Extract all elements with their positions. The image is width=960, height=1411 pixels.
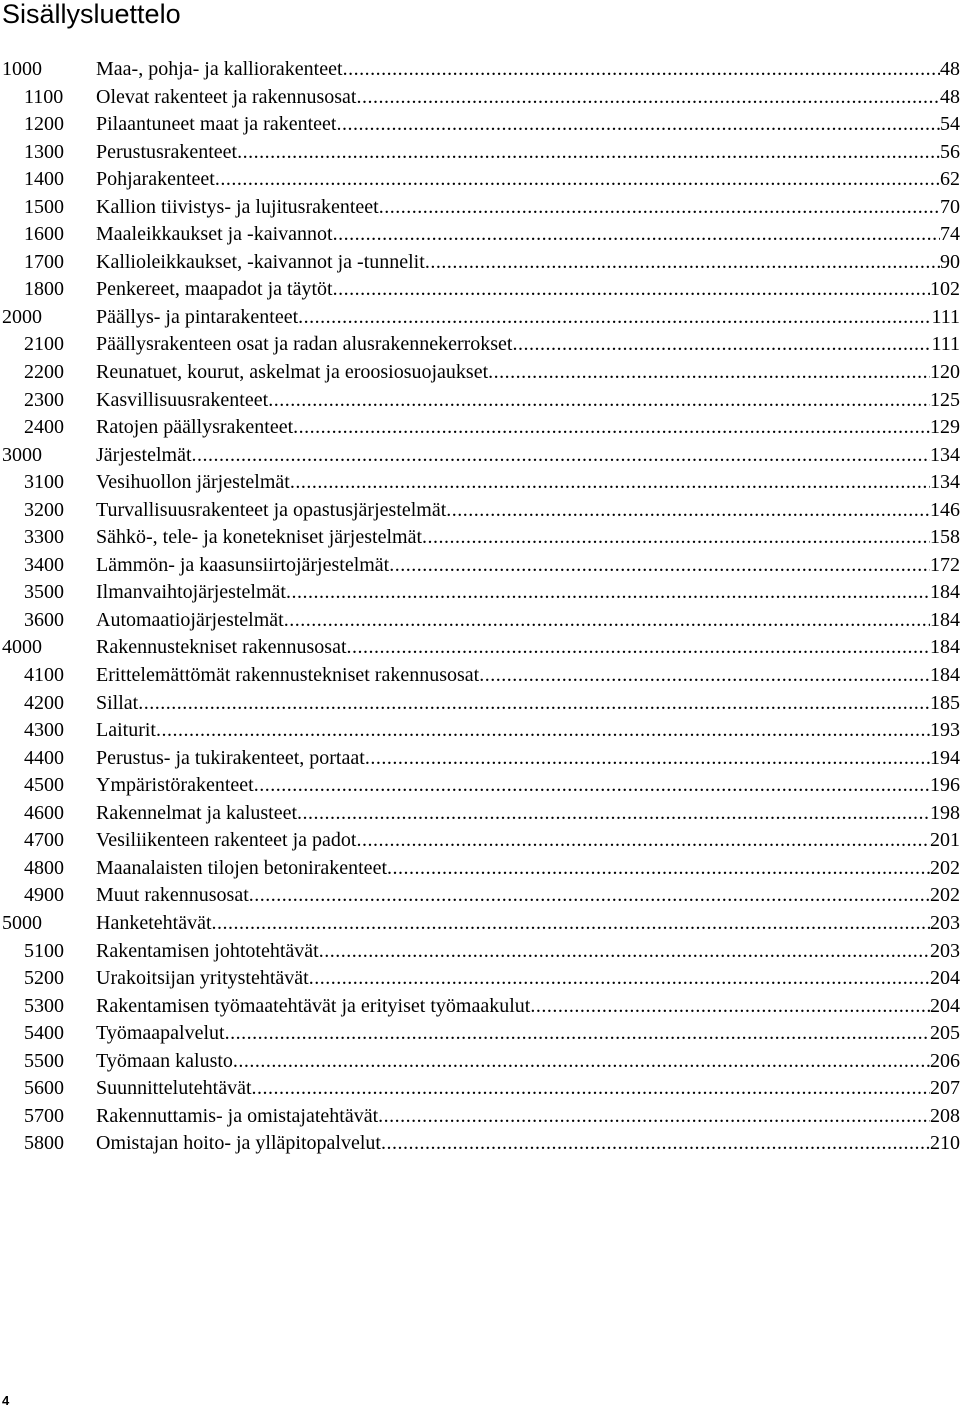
toc-entry-page: 202	[930, 856, 960, 879]
toc-entry-title: Ratojen päällysrakenteet	[96, 416, 294, 439]
toc-entry[interactable]	[0, 276, 960, 304]
toc-entry[interactable]	[0, 662, 960, 690]
dot-leader	[290, 469, 930, 497]
toc-entry-page: 207	[930, 1077, 960, 1100]
toc-entry-page: 206	[930, 1049, 960, 1072]
toc-entry-title: Kallioleikkaukset, -kaivannot ja -tunnelit	[96, 250, 425, 273]
toc-entry-page: 74	[940, 223, 960, 246]
toc-entry-code: 3000	[2, 443, 42, 466]
toc-entry[interactable]	[0, 221, 960, 249]
toc-entry-code: 5600	[24, 1077, 64, 1100]
toc-entry-title: Sillat	[96, 691, 139, 714]
toc-entry-title: Olevat rakenteet ja rakennusosat	[96, 85, 357, 108]
toc-entry-page: 48	[940, 58, 960, 80]
toc-entry-title: Rakennuttamis- ja omistajatehtävät	[96, 1104, 379, 1127]
toc-entry-code: 3400	[24, 553, 64, 576]
toc-entry-page: 184	[930, 608, 960, 631]
dot-leader	[379, 194, 940, 222]
dot-leader	[156, 717, 930, 745]
toc-entry[interactable]	[0, 111, 960, 139]
toc-entry[interactable]	[0, 249, 960, 277]
toc-entry[interactable]	[0, 194, 960, 222]
toc-entry[interactable]	[0, 579, 960, 607]
toc-entry[interactable]	[0, 1020, 960, 1048]
toc-entry[interactable]	[0, 1048, 960, 1076]
toc-entry-title: Rakennustekniset rakennusosat	[96, 636, 347, 659]
toc-entry-code: 5400	[24, 1022, 64, 1045]
toc-entry-title: Sähkö-, tele- ja konetekniset järjestelmät	[96, 526, 422, 549]
toc-entry-title: Maaleikkaukset ja -kaivannot	[96, 223, 333, 246]
dot-leader	[343, 56, 940, 84]
toc-entry[interactable]	[0, 497, 960, 525]
toc-entry-title: Työmaapalvelut	[96, 1022, 225, 1045]
dot-leader	[333, 221, 940, 249]
toc-entry-page: 102	[930, 278, 960, 301]
dot-leader	[237, 139, 940, 167]
toc-entry-code: 1300	[24, 140, 64, 163]
toc-entry-code: 1200	[24, 113, 64, 136]
table-of-contents	[0, 56, 960, 1158]
toc-entry-title: Rakennelmat ja kalusteet	[96, 801, 298, 824]
toc-entry[interactable]	[0, 882, 960, 910]
toc-entry[interactable]	[0, 84, 960, 112]
toc-entry-page: 185	[930, 691, 960, 714]
dot-leader	[249, 882, 930, 910]
dot-leader	[212, 910, 931, 938]
toc-entry-title: Reunatuet, kourut, askelmat ja eroosiosuojaukset	[96, 361, 489, 384]
toc-entry-title: Laiturit	[96, 719, 156, 742]
toc-entry-code: 5200	[24, 967, 64, 990]
dot-leader	[284, 607, 930, 635]
toc-entry[interactable]	[0, 800, 960, 828]
dot-leader	[389, 552, 930, 580]
toc-entry-title: Järjestelmät	[96, 443, 192, 466]
dot-leader	[254, 772, 930, 800]
dot-leader	[488, 359, 930, 387]
toc-entry-title: Rakentamisen johtotehtävät	[96, 939, 319, 962]
dot-leader	[252, 1075, 930, 1103]
toc-entry-code: 1400	[24, 168, 64, 191]
toc-entry-code: 3300	[24, 526, 64, 549]
toc-entry-page: 208	[930, 1104, 960, 1127]
toc-entry-code: 5100	[24, 939, 64, 962]
toc-entry-page: 70	[940, 195, 960, 218]
toc-entry-page: 204	[930, 994, 960, 1017]
toc-entry[interactable]	[0, 442, 960, 470]
toc-entry[interactable]	[0, 910, 960, 938]
toc-entry[interactable]	[0, 965, 960, 993]
toc-entry-title: Lämmön- ja kaasunsiirtojärjestelmät	[96, 553, 390, 576]
toc-entry-code: 4800	[24, 856, 64, 879]
toc-entry[interactable]	[0, 827, 960, 855]
toc-entry-code: 4100	[24, 664, 64, 687]
toc-entry-code: 2000	[2, 305, 42, 328]
toc-entry[interactable]	[0, 359, 960, 387]
toc-entry[interactable]	[0, 304, 960, 332]
toc-entry-title: Omistajan hoito- ja ylläpitopalvelut	[96, 1132, 381, 1155]
toc-entry[interactable]	[0, 387, 960, 415]
toc-entry[interactable]	[0, 634, 960, 662]
toc-entry[interactable]	[0, 690, 960, 718]
toc-entry-page: 62	[940, 168, 960, 191]
dot-leader	[319, 938, 930, 966]
toc-entry-code: 5500	[24, 1049, 64, 1072]
toc-entry-code: 4000	[2, 636, 42, 659]
toc-entry-title: Päällys- ja pintarakenteet	[96, 305, 299, 328]
dot-leader	[530, 993, 930, 1021]
toc-entry-code: 3500	[24, 581, 64, 604]
dot-leader	[356, 84, 940, 112]
toc-entry-code: 4600	[24, 801, 64, 824]
toc-entry-page: 125	[930, 388, 960, 411]
toc-entry-code: 5300	[24, 994, 64, 1017]
dot-leader	[293, 414, 930, 442]
toc-entry[interactable]	[0, 414, 960, 442]
dot-leader	[387, 855, 930, 883]
toc-entry-page: 202	[930, 884, 960, 907]
dot-leader	[356, 827, 930, 855]
toc-entry-page: 146	[930, 498, 960, 521]
toc-entry[interactable]	[0, 772, 960, 800]
dot-leader	[225, 1020, 930, 1048]
toc-entry[interactable]	[0, 855, 960, 883]
toc-entry-code: 4200	[24, 691, 64, 714]
toc-entry-code: 4300	[24, 719, 64, 742]
dot-leader	[297, 800, 930, 828]
toc-entry-title: Pilaantuneet maat ja rakenteet	[96, 113, 337, 136]
toc-entry-page: 196	[930, 774, 960, 797]
toc-entry-code: 3600	[24, 608, 64, 631]
dot-leader	[333, 276, 930, 304]
toc-entry-code: 1700	[24, 250, 64, 273]
toc-entry-page: 134	[930, 471, 960, 494]
toc-entry[interactable]	[0, 139, 960, 167]
toc-entry-page: 56	[940, 140, 960, 163]
toc-entry-title: Pohjarakenteet	[96, 168, 215, 191]
toc-entry-title: Muut rakennusosat	[96, 884, 249, 907]
dot-leader	[381, 1130, 930, 1158]
toc-entry-title: Työmaan kalusto	[96, 1049, 233, 1072]
toc-entry-title: Kallion tiivistys- ja lujitusrakenteet	[96, 195, 379, 218]
toc-entry-title: Turvallisuusrakenteet ja opastusjärjestelmät	[96, 498, 447, 521]
toc-entry[interactable]	[0, 56, 960, 84]
toc-entry-code: 4400	[24, 746, 64, 769]
dot-leader	[138, 690, 930, 718]
toc-entry-page: 204	[930, 967, 960, 990]
toc-entry-title: Suunnittelutehtävät	[96, 1077, 252, 1100]
toc-entry-code: 4500	[24, 774, 64, 797]
toc-entry-code: 1600	[24, 223, 64, 246]
toc-entry-page: 134	[930, 443, 960, 466]
toc-entry-code: 3100	[24, 471, 64, 494]
toc-entry-page: 205	[930, 1022, 960, 1045]
toc-entry-page: 111	[931, 305, 960, 328]
toc-entry-title: Rakentamisen työmaatehtävät ja erityiset työmaakulut	[96, 994, 531, 1017]
toc-entry-title: Ympäristörakenteet	[96, 774, 254, 797]
toc-entry-page: 172	[930, 553, 960, 576]
toc-entry[interactable]	[0, 1075, 960, 1103]
toc-entry-title: Maanalaisten tilojen betonirakenteet	[96, 856, 387, 879]
toc-entry-page: 48	[940, 85, 960, 108]
dot-leader	[336, 111, 940, 139]
toc-entry-title: Ilmanvaihtojärjestelmät	[96, 581, 286, 604]
toc-entry-code: 4900	[24, 884, 64, 907]
dot-leader	[446, 497, 930, 525]
dot-leader	[479, 662, 930, 690]
toc-entry-code: 5700	[24, 1104, 64, 1127]
toc-entry-page: 90	[940, 250, 960, 273]
toc-entry-page: 111	[931, 333, 960, 356]
dot-leader	[309, 965, 930, 993]
toc-entry[interactable]	[0, 938, 960, 966]
toc-entry-code: 4700	[24, 829, 64, 852]
toc-entry-page: 184	[930, 581, 960, 604]
dot-leader	[512, 331, 931, 359]
toc-entry-title: Penkereet, maapadot ja täytöt	[96, 278, 333, 301]
dot-leader	[233, 1048, 930, 1076]
toc-entry-page: 203	[930, 911, 960, 934]
toc-entry-code: 2400	[24, 416, 64, 439]
dot-leader	[347, 634, 931, 662]
page-title: Sisällysluettelo	[2, 0, 181, 29]
toc-entry-code: 5000	[2, 911, 42, 934]
toc-entry-title: Kasvillisuusrakenteet	[96, 388, 269, 411]
toc-entry-code: 2200	[24, 361, 64, 384]
toc-entry[interactable]	[0, 717, 960, 745]
toc-entry-page: 201	[930, 829, 960, 852]
toc-entry-page: 198	[930, 801, 960, 824]
toc-entry-title: Vesiliikenteen rakenteet ja padot	[96, 829, 357, 852]
toc-entry-code: 1800	[24, 278, 64, 301]
toc-entry-title: Erittelemättömät rakennustekniset rakennusosat	[96, 664, 480, 687]
toc-entry-title: Perustus- ja tukirakenteet, portaat	[96, 746, 365, 769]
toc-entry-page: 184	[930, 664, 960, 687]
toc-entry-code: 3200	[24, 498, 64, 521]
toc-entry-page: 193	[930, 719, 960, 742]
dot-leader	[192, 442, 930, 470]
toc-entry-page: 194	[930, 746, 960, 769]
toc-entry[interactable]	[0, 607, 960, 635]
toc-entry-title: Automaatiojärjestelmät	[96, 608, 284, 631]
dot-leader	[422, 524, 930, 552]
toc-entry[interactable]	[0, 524, 960, 552]
toc-entry[interactable]	[0, 1130, 960, 1158]
toc-entry[interactable]	[0, 166, 960, 194]
toc-entry-page: 54	[940, 113, 960, 136]
toc-entry[interactable]	[0, 331, 960, 359]
toc-entry-code: 1500	[24, 195, 64, 218]
toc-entry-title: Maa-, pohja- ja kalliorakenteet	[96, 58, 343, 80]
toc-entry-title: Urakoitsijan yritystehtävät	[96, 967, 309, 990]
toc-entry-page: 129	[930, 416, 960, 439]
toc-entry-code: 1100	[24, 85, 64, 108]
dot-leader	[298, 304, 931, 332]
toc-entry-page: 203	[930, 939, 960, 962]
dot-leader	[215, 166, 940, 194]
toc-entry-code: 5800	[24, 1132, 64, 1155]
toc-entry-page: 120	[930, 361, 960, 384]
dot-leader	[425, 249, 940, 277]
toc-entry[interactable]	[0, 745, 960, 773]
toc-entry[interactable]	[0, 469, 960, 497]
toc-entry[interactable]	[0, 993, 960, 1021]
toc-entry[interactable]	[0, 552, 960, 580]
toc-entry-title: Perustusrakenteet	[96, 140, 238, 163]
dot-leader	[378, 1103, 930, 1131]
toc-entry[interactable]	[0, 1103, 960, 1131]
toc-entry-title: Hanketehtävät	[96, 911, 212, 934]
dot-leader	[268, 387, 930, 415]
toc-entry-code: 1000	[2, 58, 42, 80]
toc-entry-page: 210	[930, 1132, 960, 1155]
toc-entry-code: 2100	[24, 333, 64, 356]
page-number: 4	[2, 1393, 10, 1408]
toc-entry-code: 2300	[24, 388, 64, 411]
dot-leader	[286, 579, 930, 607]
toc-entry-page: 158	[930, 526, 960, 549]
toc-entry-title: Vesihuollon järjestelmät	[96, 471, 290, 494]
toc-entry-title: Päällysrakenteen osat ja radan alusrakennekerrokset	[96, 333, 513, 356]
toc-entry-page: 184	[930, 636, 960, 659]
dot-leader	[365, 745, 930, 773]
